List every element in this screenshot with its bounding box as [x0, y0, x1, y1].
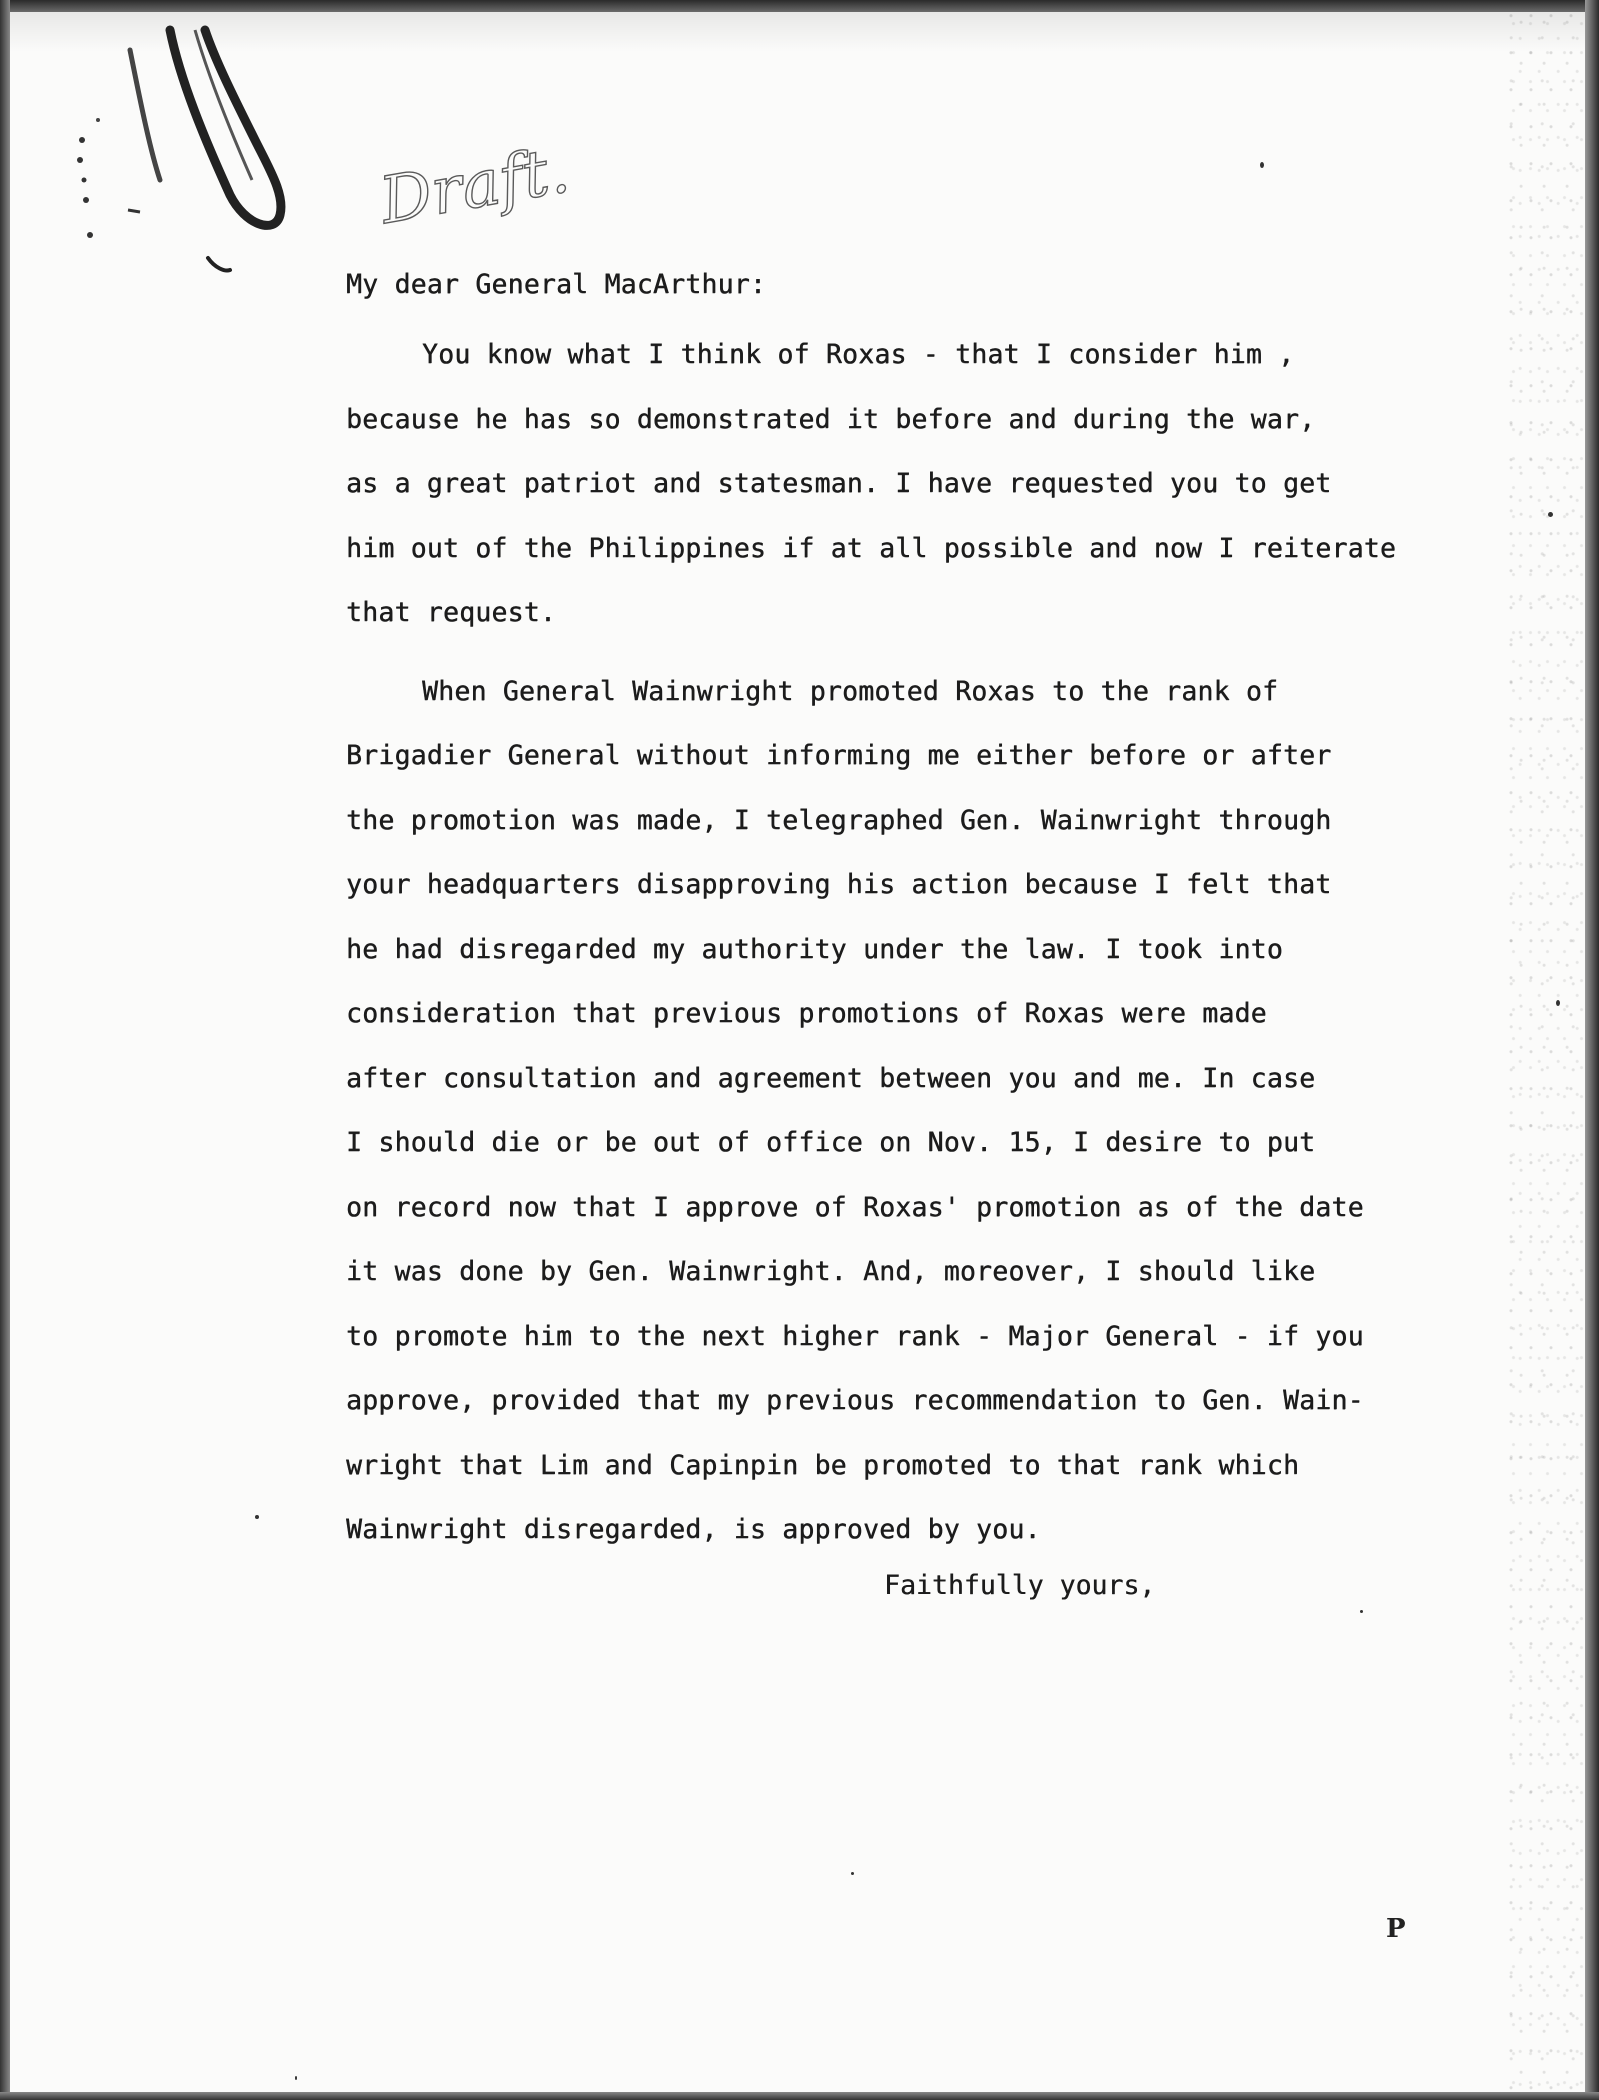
- paragraph-line: that request.: [346, 597, 557, 628]
- paragraph-line: to promote him to the next higher rank - Major General - if you: [346, 1320, 1364, 1352]
- scan-speck: [295, 2076, 297, 2080]
- svg-text:Draft.: Draft.: [374, 133, 575, 239]
- binder-clip-mark: [30, 20, 290, 280]
- paragraph-line: Brigadier General without informing me either before or after: [346, 740, 1332, 771]
- paragraph-2: [346, 660, 1446, 1563]
- scan-grain-right: [1505, 12, 1585, 2092]
- paragraph-1: [346, 323, 1446, 646]
- closing-signoff: Faithfully yours,: [884, 1570, 1156, 1601]
- scan-speck: [1360, 1610, 1363, 1613]
- scan-border-left: [0, 0, 10, 2100]
- scan-speck: [1548, 512, 1553, 517]
- scan-border-bottom: [0, 2092, 1599, 2100]
- paragraph-line: approve, provided that my previous recommendation to Gen. Wain-: [346, 1385, 1364, 1416]
- paragraph-line: it was done by Gen. Wainwright. And, moreover, I should like: [346, 1256, 1316, 1287]
- paragraph-line: consideration that previous promotions of Roxas were made: [346, 998, 1267, 1029]
- scan-speck: [1556, 1000, 1560, 1006]
- paragraph-line: him out of the Philippines if at all possible and now I reiterate: [346, 532, 1397, 564]
- paragraph-line: as a great patriot and statesman. I have requested you to get: [346, 468, 1332, 499]
- scan-border-top: [0, 0, 1599, 12]
- paragraph-line: after consultation and agreement between you and me. In case: [346, 1062, 1316, 1094]
- scan-speck: [255, 1515, 259, 1519]
- paragraph-line: your headquarters disapproving his action because I felt that: [346, 869, 1332, 900]
- paragraph-line: wright that Lim and Capinpin be promoted to that rank which: [346, 1449, 1300, 1481]
- scan-speck: [1260, 162, 1264, 168]
- paragraph-line: I should die or be out of office on Nov. 15, I desire to put: [346, 1127, 1316, 1158]
- paragraph-line: because he has so demonstrated it before and during the war,: [346, 403, 1316, 435]
- paragraph-line: When General Wainwright promoted Roxas to the rank of: [422, 675, 1279, 707]
- paragraph-line: Wainwright disregarded, is approved by you.: [346, 1514, 1041, 1545]
- scan-border-right: [1585, 0, 1599, 2100]
- page-mark: P: [1386, 1914, 1406, 1944]
- paragraph-line: the promotion was made, I telegraphed Gen. Wainwright through: [346, 804, 1332, 836]
- salutation: My dear General MacArthur:: [346, 269, 767, 300]
- handwritten-draft-note: [370, 110, 590, 240]
- scan-speck: [851, 1872, 854, 1875]
- paragraph-line: on record now that I approve of Roxas' promotion as of the date: [346, 1191, 1364, 1223]
- letter-body: [346, 265, 1446, 1577]
- paragraph-line: You know what I think of Roxas - that I consider him ,: [422, 339, 1295, 370]
- paragraph-line: he had disregarded my authority under the law. I took into: [346, 933, 1283, 965]
